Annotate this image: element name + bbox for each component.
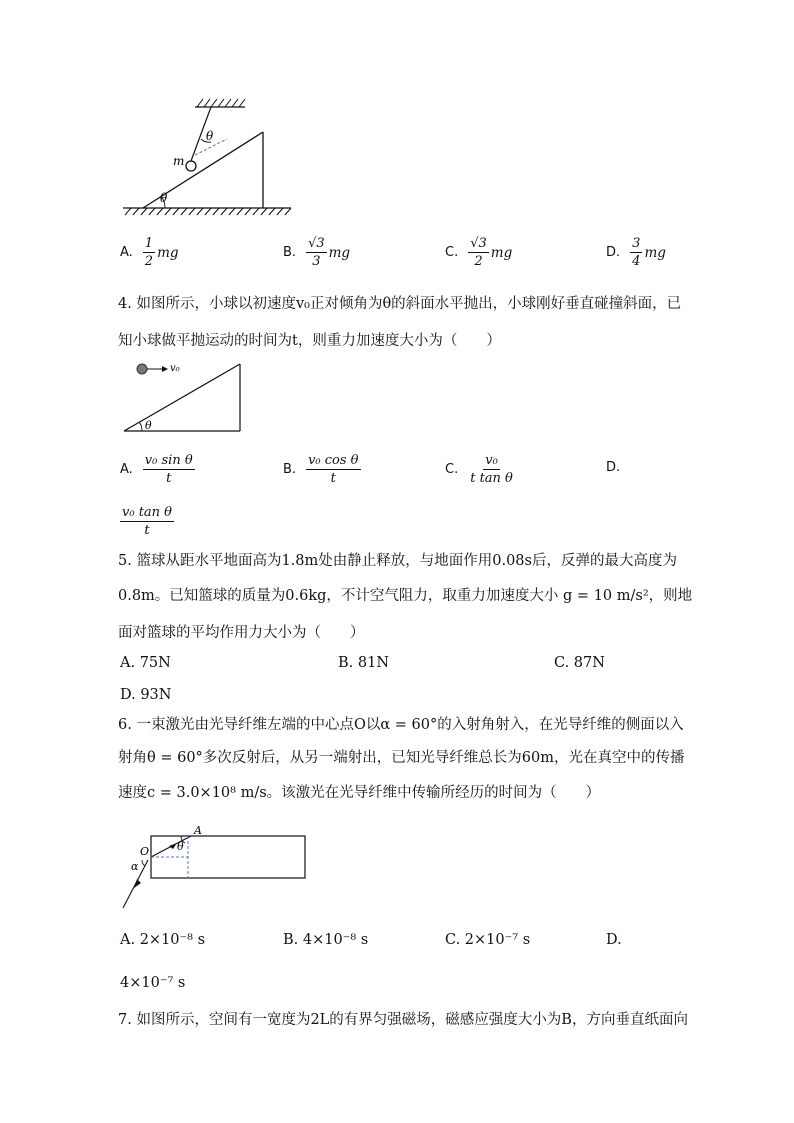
q6-option-d-value[interactable]: 4×10⁻⁷ s [120,975,186,991]
point-a-label: A [194,824,202,837]
velocity-label: v₀ [170,363,180,374]
q7-stem-line1: 7. 如图所示，空间有一宽度为2L的有界匀强磁场，磁感应强度大小为B，方向垂直纸面向 [118,1012,688,1028]
theta-label: θ [177,840,184,853]
figure-projectile-incline [120,358,250,436]
angle-bottom-label: θ [160,191,168,205]
q6-option-a[interactable]: A. 2×10⁻⁸ s [120,932,206,948]
angle-top-label: θ [206,129,214,143]
q5-stem-line3: 面对篮球的平均作用力大小为（ ） [118,625,365,641]
figure-hanging-ball-incline [115,95,305,220]
ball [137,364,147,374]
q4-option-a[interactable]: A. $\frac{\text{v₀ sin θ}}{t}$ [120,453,193,486]
q4-option-d-label[interactable]: D. [606,460,621,475]
angle-label: θ [145,419,152,432]
alpha-label: α [131,860,139,873]
q6-stem-line3: 速度c = 3.0×10⁸ m/s。该激光在光导纤维中传输所经历的时间为（ ） [118,785,601,801]
q3-option-d[interactable]: D. $\frac{3}{4}$ mg [606,236,666,269]
figure-optical-fiber [115,822,315,914]
q5-stem-line1: 5. 篮球从距水平地面高为1.8m处由静止释放，与地面作用0.08s后，反弹的最大高度为 [118,553,677,569]
point-o-label: O [140,845,150,858]
q5-option-a[interactable]: A. 75N [120,655,171,671]
q4-option-d-value[interactable]: $\frac{\text{v₀ tan θ}}{t}$ [122,505,172,538]
q5-option-c[interactable]: C. 87N [554,655,605,671]
q5-option-b[interactable]: B. 81N [338,655,390,671]
q5-stem-line2: 0.8m。已知篮球的质量为0.6kg，不计空气阻力，取重力加速度大小 g = 10 m/s²，则地 [118,588,693,604]
q3-option-a[interactable]: A. $\frac{1}{2}$ mg [120,236,179,269]
ball [186,161,196,171]
q3-option-b[interactable]: B. $\frac{√3}{3}$ mg [283,236,351,269]
q5-option-d[interactable]: D. 93N [120,687,172,703]
mass-label: m [173,154,185,168]
q4-option-c[interactable]: C. $\frac{\text{v₀}}{\text{t tan θ}}$ [445,453,513,486]
q6-option-b[interactable]: B. 4×10⁻⁸ s [283,932,369,948]
q6-option-d[interactable]: D. [606,932,622,948]
q4-stem-line2: 知小球做平抛运动的时间为t，则重力加速度大小为（ ） [118,333,501,349]
q6-stem-line2: 射角θ = 60°多次反射后，从另一端射出，已知光导纤维总长为60m，光在真空中的传播 [118,750,685,766]
q3-option-c[interactable]: C. $\frac{√3}{2}$ mg [445,236,513,269]
q6-stem-line1: 6. 一束激光由光导纤维左端的中心点O以α = 60°的入射角射入，在光导纤维的侧面以入 [118,717,684,733]
q4-option-b[interactable]: B. $\frac{\text{v₀ cos θ}}{t}$ [283,453,359,486]
q4-stem-line1: 4. 如图所示，小球以初速度v₀正对倾角为θ的斜面水平抛出，小球刚好垂直碰撞斜面，已 [118,296,682,312]
q6-option-c[interactable]: C. 2×10⁻⁷ s [445,932,531,948]
